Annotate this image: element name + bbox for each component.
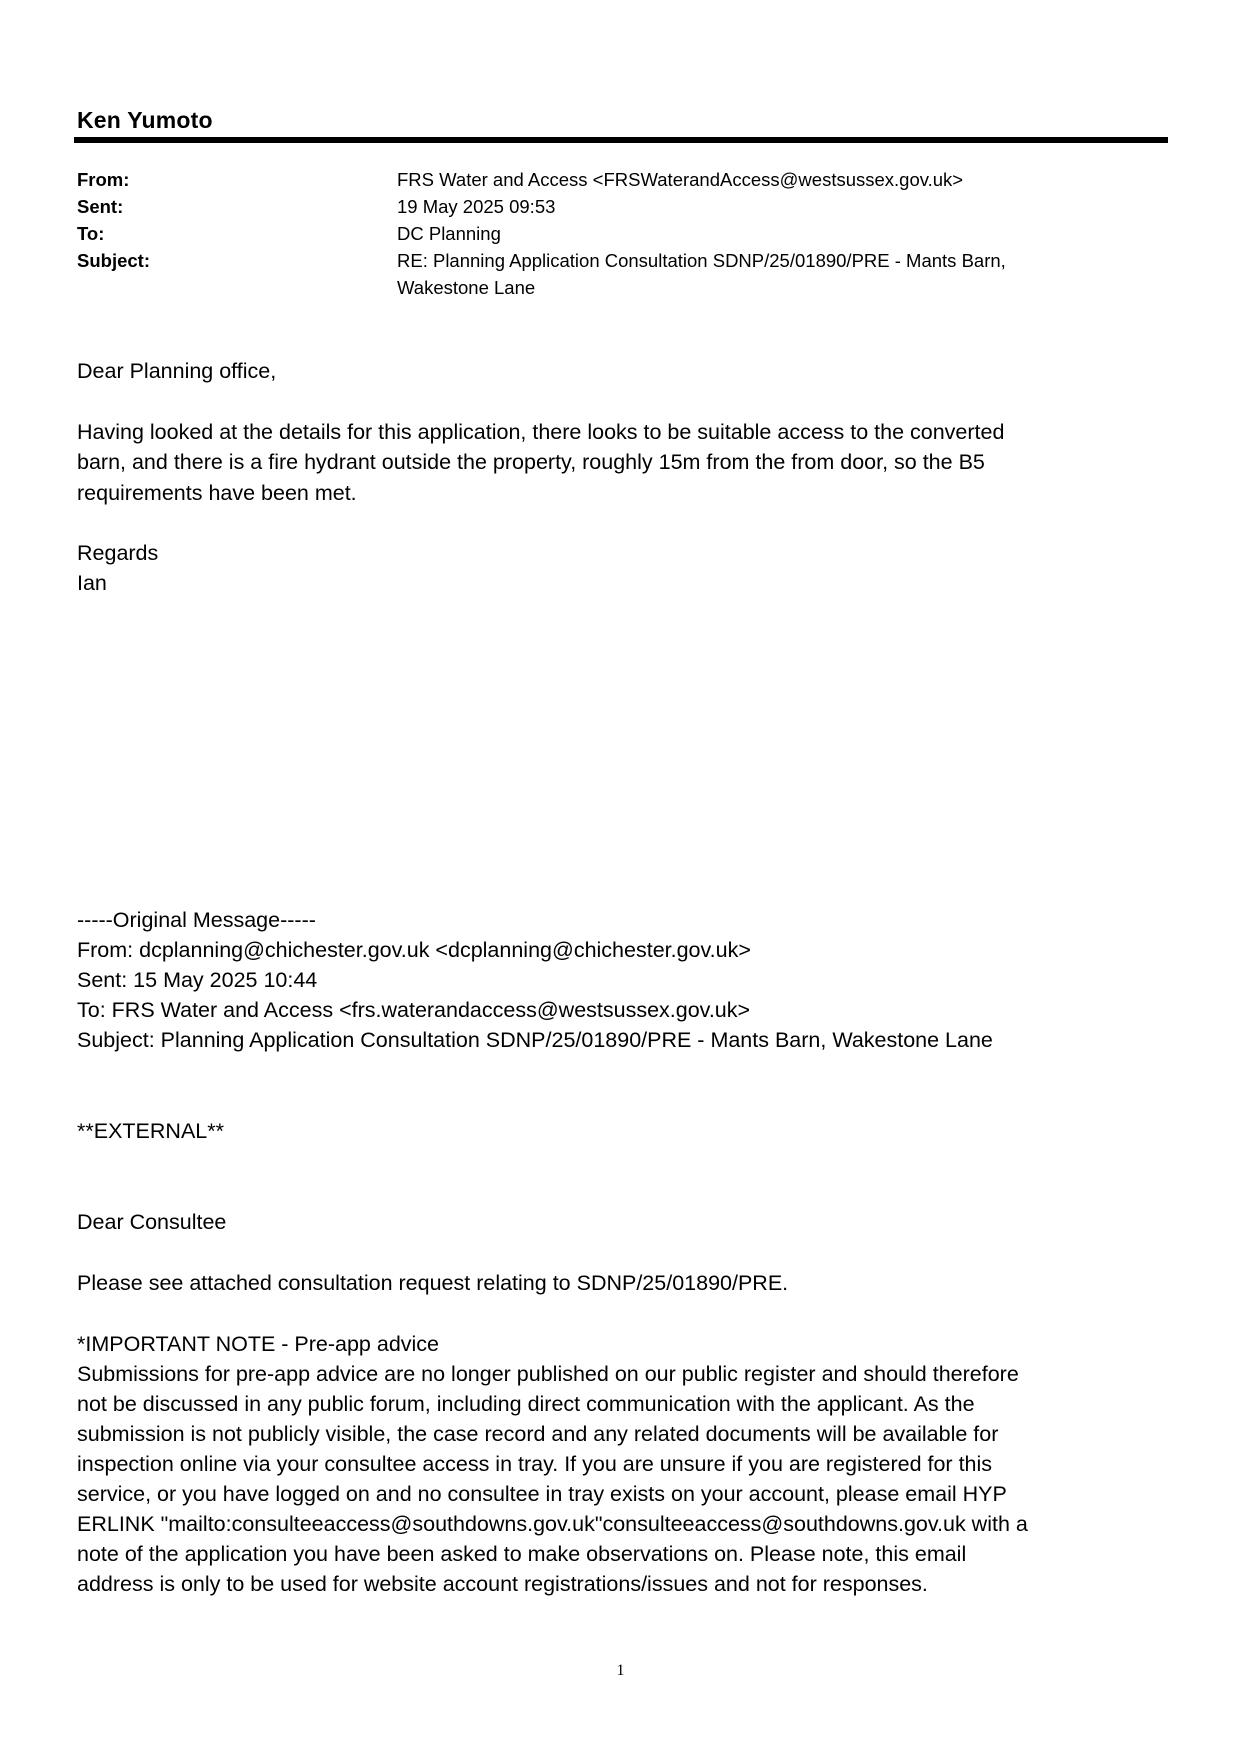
reply-signoff: Regards <box>77 541 159 565</box>
reply-paragraph-line: requirements have been met. <box>77 481 357 505</box>
original-sent-line: Sent: 15 May 2025 10:44 <box>77 968 318 992</box>
to-label: To: <box>77 223 105 244</box>
to-value[interactable]: DC Planning <box>397 223 501 244</box>
important-note-line: inspection online via your consultee access in tray. If you are unsure if you are registered for this <box>77 1452 993 1476</box>
reply-greeting: Dear Planning office, <box>77 359 277 383</box>
important-note-line: not be discussed in any public forum, including direct communication with the applicant. As the <box>77 1392 975 1416</box>
mailbox-owner-name: Ken Yumoto <box>77 107 213 133</box>
important-note-email-link-line[interactable]: ERLINK "mailto:consulteeaccess@southdowns.gov.uk"consulteeaccess@southdowns.gov.uk with a <box>77 1512 1028 1536</box>
subject-value-line1: RE: Planning Application Consultation SDNP/25/01890/PRE - Mants Barn, <box>397 250 1006 271</box>
important-note-line: submission is not publicly visible, the case record and any related documents will be available for <box>77 1422 999 1446</box>
sent-label: Sent: <box>77 196 124 217</box>
reply-paragraph-line: barn, and there is a fire hydrant outside the property, roughly 15m from the from door, so the B5 <box>77 450 985 474</box>
important-note-line: Submissions for pre-app advice are no longer published on our public register and should therefore <box>77 1362 1019 1386</box>
external-tag: **EXTERNAL** <box>77 1119 224 1143</box>
original-to-line: To: FRS Water and Access <frs.waterandaccess@westsussex.gov.uk> <box>77 998 751 1022</box>
important-note-line: address is only to be used for website account registrations/issues and not for responses. <box>77 1572 928 1596</box>
original-subject-line: Subject: Planning Application Consultation SDNP/25/01890/PRE - Mants Barn, Wakestone Lane <box>77 1028 993 1052</box>
subject-label: Subject: <box>77 250 150 271</box>
important-note-line: note of the application you have been asked to make observations on. Please note, this email <box>77 1542 967 1566</box>
consultation-request-line: Please see attached consultation request relating to SDNP/25/01890/PRE. <box>77 1271 789 1295</box>
original-greeting: Dear Consultee <box>77 1210 227 1234</box>
reply-paragraph-line: Having looked at the details for this application, there looks to be suitable access to the converted <box>77 420 1005 444</box>
original-from-line: From: dcplanning@chichester.gov.uk <dcplanning@chichester.gov.uk> <box>77 938 751 962</box>
important-note-heading: *IMPORTANT NOTE - Pre-app advice <box>77 1332 440 1356</box>
sent-value: 19 May 2025 09:53 <box>397 196 556 217</box>
from-value[interactable]: FRS Water and Access <FRSWaterandAccess@westsussex.gov.uk> <box>397 169 964 190</box>
page-number: 1 <box>616 1662 625 1679</box>
original-message-separator: -----Original Message----- <box>77 908 316 932</box>
heading-divider <box>74 137 1168 143</box>
reply-signature: Ian <box>77 571 107 595</box>
important-note-line: service, or you have logged on and no consultee in tray exists on your account, please email HYP <box>77 1482 1007 1506</box>
subject-value-line2: Wakestone Lane <box>397 277 536 298</box>
from-label: From: <box>77 169 130 190</box>
